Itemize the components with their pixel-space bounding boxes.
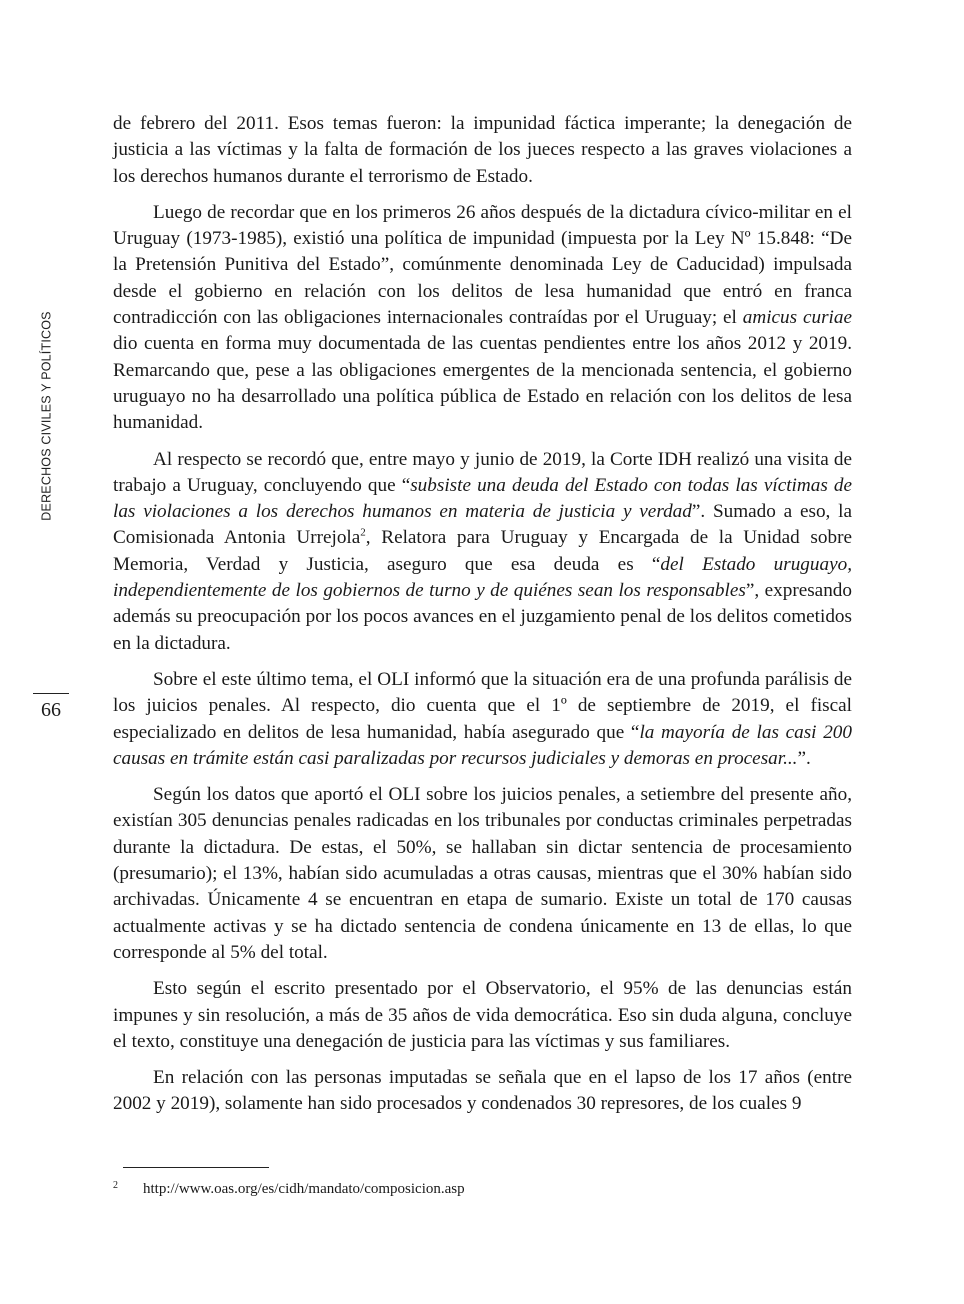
paragraph-5 — [113, 782, 852, 966]
paragraph-7-text: En relación con las personas imputadas se señala que en el lapso de los 17 años (entre 2002 y 2019), solamente han sido procesados y condenados 30 represores, de los cuales 9 — [113, 1067, 852, 1115]
quotation-comisionada: del Estado uruguayo, independientemente de los gobiernos de turno y de quiénes sean los responsables — [113, 553, 852, 602]
paragraph-6 — [113, 976, 852, 1055]
paragraph-3-text-cont-2: , Relatora para Uruguay y Encargada de la Unidad sobre Memoria, Verdad y Justicia, aseguro que esa deuda es “ — [113, 527, 852, 575]
paragraph-2-text: Luego de recordar que en los primeros 26 años después de la dictadura cívico-militar en el Uruguay (1973-1985), existió una política de impunidad (impuesta por la Ley Nº 15.848: “De la Pretensión Punitiva del Estado”, comúnmente denominada Ley de Caducidad) impulsada desde el gobierno en relación con los delitos de lesa humanidad que entró en franca contradicción con las obligaciones internacionales contraídas por el Uruguay; el — [113, 201, 852, 329]
paragraph-1-text: de febrero del 2011. Esos temas fueron: la impunidad fáctica imperante; la denegación de justicia a las víctimas y la falta de formación de los jueces respecto a las graves violaciones a los derechos humanos durante el terrorismo de Estado. — [113, 113, 852, 187]
paragraph-7 — [113, 1065, 852, 1118]
latin-term: amicus curiae — [742, 307, 852, 329]
quotation-corte-idh: subsiste una deuda del Estado con todas las víctimas de las violaciones a los derechos humanos en materia de justicia y verdad — [113, 474, 852, 523]
paragraph-3-text-cont-3: ”, expresando además su preocupación por los pocos avances en el juzgamiento penal de los delitos cometidos en la dictadura. — [113, 580, 852, 654]
paragraph-6-text: Esto según el escrito presentado por el Observatorio, el 95% de las denuncias están impunes y sin resolución, a más de 35 años de vida democrática. Eso sin duda alguna, concluye el texto, constituye una denegación de justicia para las víctimas y sus familiares. — [113, 978, 852, 1052]
page-number-rule — [33, 693, 69, 694]
paragraph-4-text-cont: ”. — [797, 747, 811, 769]
paragraph-3-text-cont: ”. Sumado a eso, la Comisionada Antonia Urrejola — [113, 501, 852, 549]
footnote-text: http://www.oas.org/es/cidh/mandato/composicion.asp — [143, 1181, 465, 1197]
paragraph-4-text: Sobre el este último tema, el OLI informó que la situación era de una profunda parálisis de los juicios penales. Al respecto, dio cuenta que el 1º de septiembre de 2019, el fiscal especializado en delitos de lesa humanidad, había asegurado que “ — [113, 668, 852, 743]
body-text — [113, 111, 852, 1128]
paragraph-4 — [113, 667, 852, 772]
paragraph-2-text-cont: dio cuenta en forma muy documentada de las cuentas pendientes entre los años 2012 y 2019. Remarcando que, pese a las obligaciones emergentes de la mencionada sentencia, el gobierno uruguayo no ha desarrollado una política pública de Estado en relación con los delitos de lesa humanidad. — [113, 333, 852, 434]
paragraph-3 — [113, 447, 852, 657]
paragraph-2 — [113, 200, 852, 437]
running-head-text: DERECHOS CIVILES Y POLÍTICOS — [40, 311, 54, 521]
footnote-marker: 2 — [113, 1180, 118, 1191]
paragraph-3-text: Al respecto se recordó que, entre mayo y junio de 2019, la Corte IDH realizó una visita de trabajo a Uruguay, concluyendo que “ — [113, 448, 852, 496]
footnote-reference: 2 — [360, 527, 366, 540]
footnote-rule — [123, 1167, 269, 1168]
quotation-fiscal: la mayoría de las casi 200 causas en trámite están casi paralizadas por recursos judiciales y demoras en procesar... — [113, 721, 852, 769]
paragraph-5-text: Según los datos que aportó el OLI sobre los juicios penales, a setiembre del presente año, existían 305 denuncias penales radicadas en los tribunales por conductas criminales perpetradas durante la dictadura. De estas, el 50%, se hallaban sin dictar sentencia de procesamiento (presumario); el 13%, habían sido acumuladas a otras causas, mientras que el 30% habían sido archivadas. Únicamente 4 se encuentran en etapa de sumario. Existe un total de 170 causas actualmente activas y se ha dictado sentencia de condena únicamente en 13 de ellas, lo que corresponde al 5% del total. — [113, 784, 852, 963]
paragraph-1 — [113, 111, 852, 190]
running-head — [30, 311, 64, 521]
page-number: 66 — [41, 699, 61, 721]
footnote — [113, 1176, 465, 1199]
